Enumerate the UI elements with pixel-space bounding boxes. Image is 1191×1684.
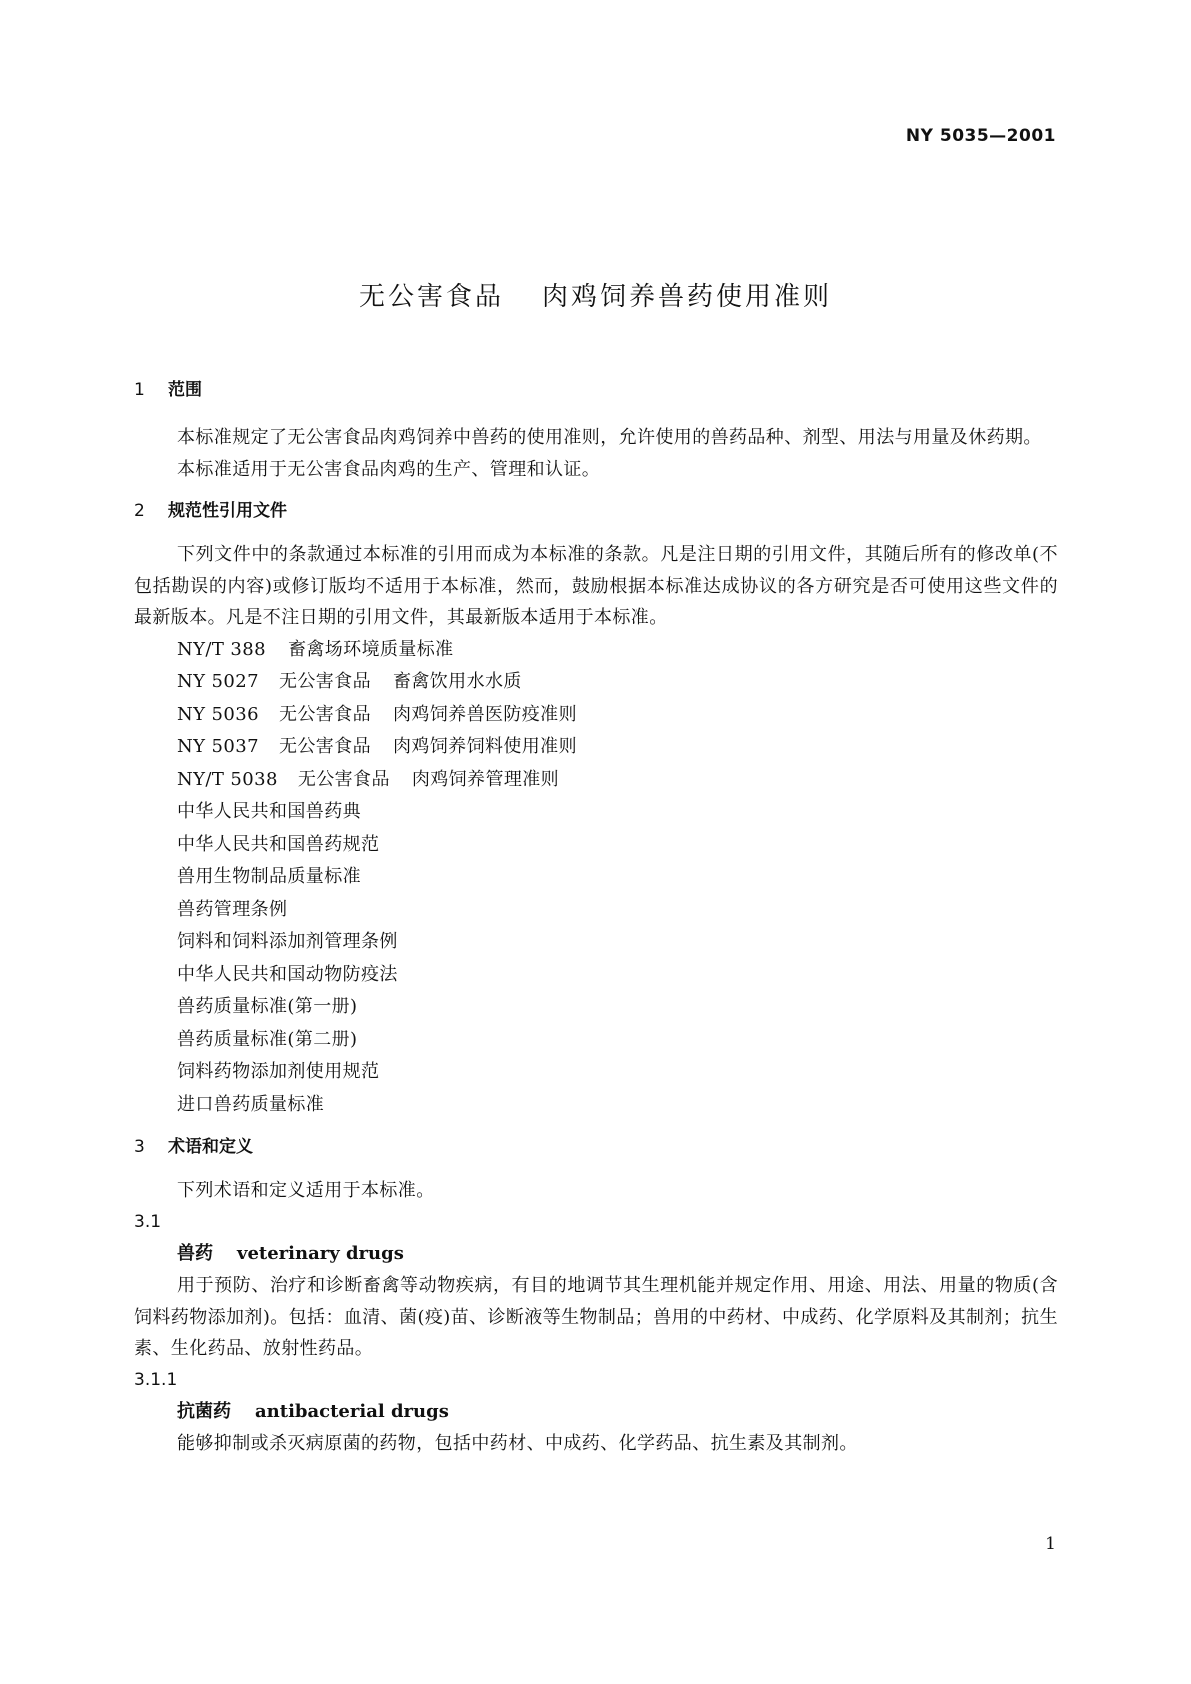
clause-number-3-1: 3.1 bbox=[134, 1211, 162, 1232]
reference-item: NY 5037 无公害食品 肉鸡饲养饲料使用准则 bbox=[177, 736, 577, 757]
reference-item: 饲料药物添加剂使用规范 bbox=[177, 1061, 380, 1082]
section-title: 术语和定义 bbox=[168, 1137, 253, 1157]
clause-number-3-1-1: 3.1.1 bbox=[134, 1369, 178, 1390]
page-number: 1 bbox=[1045, 1534, 1056, 1554]
title-part2: 肉鸡饲养兽药使用准则 bbox=[542, 282, 833, 312]
reference-item: 饲料和饲料添加剂管理条例 bbox=[177, 931, 398, 952]
section-title: 范围 bbox=[168, 380, 202, 400]
scope-paragraph-1: 本标准规定了无公害食品肉鸡饲养中兽药的使用准则，允许使用的兽药品种、剂型、用法与用量及休药期。 bbox=[177, 427, 1042, 448]
document-body bbox=[134, 378, 1058, 1460]
terms-intro: 下列术语和定义适用于本标准。 bbox=[177, 1180, 435, 1201]
section-number: 1 bbox=[134, 380, 145, 400]
standard-code: NY 5035—2001 bbox=[905, 126, 1056, 146]
section-1-heading bbox=[134, 378, 1058, 402]
section-title: 规范性引用文件 bbox=[168, 501, 287, 521]
section-2-heading bbox=[134, 499, 1058, 523]
section-number: 2 bbox=[134, 501, 145, 521]
reference-item: NY/T 5038 无公害食品 肉鸡饲养管理准则 bbox=[177, 768, 560, 790]
scope-paragraph-2: 本标准适用于无公害食品肉鸡的生产、管理和认证。 bbox=[177, 458, 601, 480]
reference-item: NY 5036 无公害食品 肉鸡饲养兽医防疫准则 bbox=[177, 703, 577, 725]
term-veterinary-drugs: 兽药 veterinary drugs bbox=[177, 1243, 404, 1264]
reference-item: 中华人民共和国兽药规范 bbox=[177, 833, 380, 855]
reference-item: 兽药质量标准(第二册) bbox=[177, 1028, 358, 1050]
reference-item: 进口兽药质量标准 bbox=[177, 1093, 325, 1115]
reference-item: 兽药管理条例 bbox=[177, 898, 288, 920]
definition-veterinary-drugs: 用于预防、治疗和诊断畜禽等动物疾病，有目的地调节其生理机能并规定作用、用途、用法、用量的物质(含饲料药物添加剂)。包括：血清、菌(疫)苗、诊断液等生物制品；兽用的中药材、中成药、化学原料及其制剂；抗生素、生化药品、放射性药品。 bbox=[134, 1275, 1058, 1359]
definition-antibacterial-drugs: 能够抑制或杀灭病原菌的药物，包括中药材、中成药、化学药品、抗生素及其制剂。 bbox=[177, 1433, 858, 1454]
reference-item: 兽药质量标准(第一册) bbox=[177, 996, 358, 1017]
reference-item: NY 5027 无公害食品 畜禽饮用水水质 bbox=[177, 671, 522, 692]
term-antibacterial-drugs: 抗菌药 antibacterial drugs bbox=[177, 1401, 449, 1422]
section-3-heading bbox=[134, 1135, 1058, 1159]
reference-item: NY/T 388 畜禽场环境质量标准 bbox=[177, 638, 454, 660]
reference-item: 兽用生物制品质量标准 bbox=[177, 866, 361, 887]
reference-item: 中华人民共和国兽药典 bbox=[177, 801, 361, 822]
section-number: 3 bbox=[134, 1137, 145, 1157]
title-part1: 无公害食品 bbox=[358, 282, 504, 312]
document-title bbox=[0, 276, 1191, 313]
references-intro: 下列文件中的条款通过本标准的引用而成为本标准的条款。凡是注日期的引用文件，其随后所有的修改单(不包括勘误的内容)或修订版均不适用于本标准，然而，鼓励根据本标准达成协议的各方研究是否可使用这些文件的最新版本。凡是不注日期的引用文件，其最新版本适用于本标准。 bbox=[134, 544, 1058, 628]
reference-item: 中华人民共和国动物防疫法 bbox=[177, 963, 398, 985]
